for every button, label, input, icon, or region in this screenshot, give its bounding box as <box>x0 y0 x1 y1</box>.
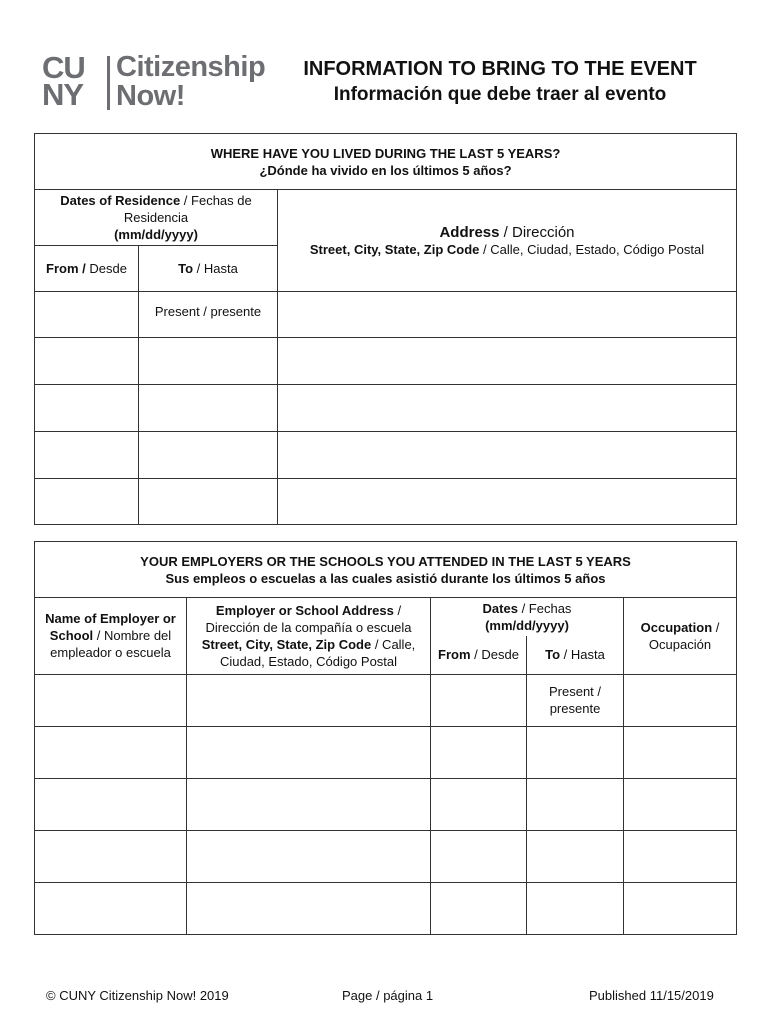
dates-of-residence-header: Dates of Residence / Fechas de Residencia (mm/dd/yyyy) <box>35 190 278 246</box>
residence-section-header: WHERE HAVE YOU LIVED DURING THE LAST 5 YEARS? ¿Dónde ha vivido en los últimos 5 años? <box>35 134 737 190</box>
employer-from-cell[interactable] <box>431 674 527 726</box>
residence-from-cell[interactable] <box>35 479 139 525</box>
employer-name-cell[interactable] <box>35 882 187 934</box>
residence-address-cell[interactable] <box>278 479 737 525</box>
residence-to-cell[interactable] <box>139 432 278 479</box>
employer-address-cell[interactable] <box>187 674 431 726</box>
residence-address-cell[interactable] <box>278 432 737 479</box>
cuny-citizenship-now-logo <box>42 50 272 112</box>
employer-from-header: From / Desde <box>431 636 527 674</box>
employer-to-cell[interactable] <box>527 830 624 882</box>
employer-address-cell[interactable] <box>187 882 431 934</box>
employer-to-cell[interactable] <box>527 726 624 778</box>
employer-to-cell[interactable] <box>527 882 624 934</box>
employer-name-header: Name of Employer or School / Nombre del empleador o escuela <box>35 598 187 675</box>
employer-address-cell[interactable] <box>187 830 431 882</box>
employer-from-cell[interactable] <box>431 830 527 882</box>
employer-to-header: To / Hasta <box>527 636 624 674</box>
employer-name-cell[interactable] <box>35 674 187 726</box>
cuny-logo-mark: CU NY <box>42 50 85 112</box>
to-header: To / Hasta <box>139 246 278 292</box>
employer-name-cell[interactable] <box>35 726 187 778</box>
employer-occupation-cell[interactable] <box>624 830 737 882</box>
employer-address-cell[interactable] <box>187 726 431 778</box>
employer-occupation-cell[interactable] <box>624 778 737 830</box>
residence-to-cell[interactable] <box>139 479 278 525</box>
employer-to-cell[interactable]: Present / presente <box>527 674 624 726</box>
from-header: From / Desde <box>35 246 139 292</box>
employer-dates-header: Dates / Fechas (mm/dd/yyyy) <box>431 598 624 637</box>
employer-from-cell[interactable] <box>431 882 527 934</box>
employer-occupation-cell[interactable] <box>624 882 737 934</box>
footer-published-date: Published 11/15/2019 <box>589 988 714 1003</box>
employer-from-cell[interactable] <box>431 778 527 830</box>
employer-address-cell[interactable] <box>187 778 431 830</box>
residence-address-cell[interactable] <box>278 385 737 432</box>
residence-from-cell[interactable] <box>35 432 139 479</box>
residence-to-cell[interactable]: Present / presente <box>139 292 278 338</box>
residence-address-cell[interactable] <box>278 292 737 338</box>
residence-to-cell[interactable] <box>139 385 278 432</box>
employers-table <box>34 541 737 935</box>
logo-wordmark: Citizenship Now! <box>116 51 266 112</box>
footer-copyright: © CUNY Citizenship Now! 2019 <box>46 988 229 1003</box>
employer-from-cell[interactable] <box>431 726 527 778</box>
residence-address-cell[interactable] <box>278 338 737 385</box>
employers-section-header: YOUR EMPLOYERS OR THE SCHOOLS YOU ATTENDED IN THE LAST 5 YEARS Sus empleos o escuelas a las cuales asistió durante los últimos 5 años <box>35 542 737 598</box>
address-header: Address / Dirección Street, City, State, Zip Code / Calle, Ciudad, Estado, Código Postal <box>278 190 737 292</box>
residence-from-cell[interactable] <box>35 292 139 338</box>
residence-from-cell[interactable] <box>35 338 139 385</box>
occupation-header: Occupation / Ocupación <box>624 598 737 675</box>
employer-to-cell[interactable] <box>527 778 624 830</box>
logo-divider <box>107 56 110 110</box>
employer-name-cell[interactable] <box>35 778 187 830</box>
residence-table <box>34 133 737 525</box>
employer-address-header: Employer or School Address / Dirección de la compañía o escuela Street, City, State, Zip Code / Calle, Ciudad, Estado, Código Postal <box>187 598 431 675</box>
footer-page-number: Page / página 1 <box>342 988 434 1003</box>
page-title-en: INFORMATION TO BRING TO THE EVENT <box>303 58 697 80</box>
employer-occupation-cell[interactable] <box>624 726 737 778</box>
page-title-es: Información que debe traer al evento <box>333 84 667 105</box>
residence-to-cell[interactable] <box>139 338 278 385</box>
employer-occupation-cell[interactable] <box>624 674 737 726</box>
residence-from-cell[interactable] <box>35 385 139 432</box>
employer-name-cell[interactable] <box>35 830 187 882</box>
